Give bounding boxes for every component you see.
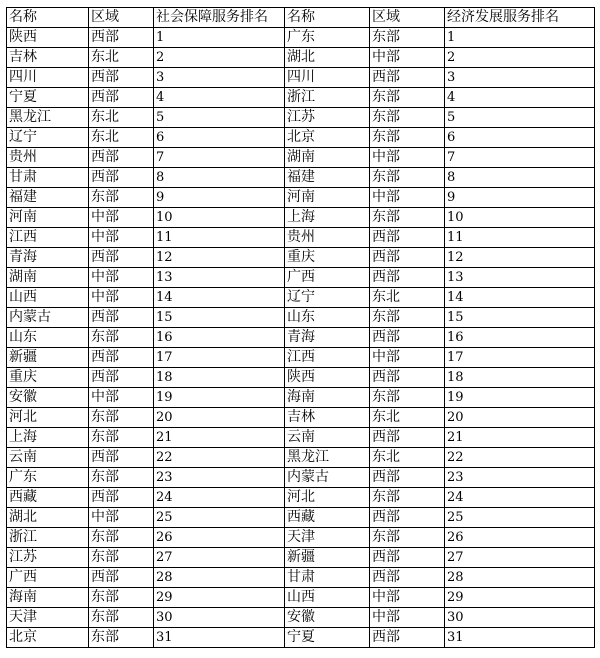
economic-development-rank: 28 bbox=[445, 568, 595, 588]
social-security-rank: 30 bbox=[154, 608, 285, 628]
region-social: 东部 bbox=[89, 328, 154, 348]
province-name-social: 湖南 bbox=[7, 268, 89, 288]
table-row bbox=[7, 588, 595, 608]
social-security-rank: 8 bbox=[154, 168, 285, 188]
province-name-social: 内蒙古 bbox=[7, 308, 89, 328]
province-name-social: 山西 bbox=[7, 288, 89, 308]
economic-development-rank: 7 bbox=[445, 148, 595, 168]
social-security-rank: 26 bbox=[154, 528, 285, 548]
province-name-economic: 吉林 bbox=[285, 408, 370, 428]
table-row bbox=[7, 88, 595, 108]
region-social: 西部 bbox=[89, 148, 154, 168]
region-economic: 中部 bbox=[370, 588, 445, 608]
province-name-social: 海南 bbox=[7, 588, 89, 608]
economic-development-rank: 8 bbox=[445, 168, 595, 188]
table-row bbox=[7, 228, 595, 248]
social-security-rank: 1 bbox=[154, 28, 285, 48]
economic-development-rank: 4 bbox=[445, 88, 595, 108]
province-name-economic: 广西 bbox=[285, 268, 370, 288]
province-name-economic: 云南 bbox=[285, 428, 370, 448]
province-name-social: 湖北 bbox=[7, 508, 89, 528]
economic-development-rank: 10 bbox=[445, 208, 595, 228]
social-security-rank: 11 bbox=[154, 228, 285, 248]
social-security-rank: 14 bbox=[154, 288, 285, 308]
table-row bbox=[7, 288, 595, 308]
social-security-rank: 13 bbox=[154, 268, 285, 288]
province-name-social: 浙江 bbox=[7, 528, 89, 548]
region-social: 西部 bbox=[89, 448, 154, 468]
province-name-social: 青海 bbox=[7, 248, 89, 268]
economic-development-rank: 13 bbox=[445, 268, 595, 288]
province-name-social: 江西 bbox=[7, 228, 89, 248]
table-row bbox=[7, 528, 595, 548]
economic-development-rank: 6 bbox=[445, 128, 595, 148]
table-row bbox=[7, 308, 595, 328]
region-social: 东部 bbox=[89, 628, 154, 648]
economic-development-rank: 3 bbox=[445, 68, 595, 88]
province-name-economic: 安徽 bbox=[285, 608, 370, 628]
region-economic: 西部 bbox=[370, 268, 445, 288]
region-social: 中部 bbox=[89, 288, 154, 308]
social-security-rank: 3 bbox=[154, 68, 285, 88]
region-social: 西部 bbox=[89, 68, 154, 88]
region-social: 中部 bbox=[89, 508, 154, 528]
province-name-economic: 辽宁 bbox=[285, 288, 370, 308]
region-economic: 西部 bbox=[370, 508, 445, 528]
province-name-economic: 河北 bbox=[285, 488, 370, 508]
table-row bbox=[7, 28, 595, 48]
province-name-economic: 西藏 bbox=[285, 508, 370, 528]
table-row bbox=[7, 488, 595, 508]
header-region-social: 区域 bbox=[89, 8, 154, 28]
ranking-table bbox=[6, 7, 595, 648]
social-security-rank: 20 bbox=[154, 408, 285, 428]
region-economic: 东北 bbox=[370, 448, 445, 468]
region-economic: 东部 bbox=[370, 108, 445, 128]
province-name-social: 西藏 bbox=[7, 488, 89, 508]
social-security-rank: 23 bbox=[154, 468, 285, 488]
social-security-rank: 17 bbox=[154, 348, 285, 368]
economic-development-rank: 14 bbox=[445, 288, 595, 308]
province-name-social: 福建 bbox=[7, 188, 89, 208]
province-name-economic: 江西 bbox=[285, 348, 370, 368]
region-economic: 东部 bbox=[370, 208, 445, 228]
economic-development-rank: 16 bbox=[445, 328, 595, 348]
social-security-rank: 15 bbox=[154, 308, 285, 328]
province-name-social: 广西 bbox=[7, 568, 89, 588]
region-economic: 东北 bbox=[370, 288, 445, 308]
social-security-rank: 4 bbox=[154, 88, 285, 108]
social-security-rank: 19 bbox=[154, 388, 285, 408]
region-social: 东部 bbox=[89, 188, 154, 208]
region-social: 西部 bbox=[89, 308, 154, 328]
social-security-rank: 2 bbox=[154, 48, 285, 68]
header-name-economic: 名称 bbox=[285, 8, 370, 28]
social-security-rank: 31 bbox=[154, 628, 285, 648]
region-economic: 中部 bbox=[370, 348, 445, 368]
social-security-rank: 7 bbox=[154, 148, 285, 168]
province-name-economic: 黑龙江 bbox=[285, 448, 370, 468]
region-social: 西部 bbox=[89, 248, 154, 268]
table-row bbox=[7, 428, 595, 448]
region-economic: 东部 bbox=[370, 28, 445, 48]
province-name-social: 吉林 bbox=[7, 48, 89, 68]
province-name-economic: 青海 bbox=[285, 328, 370, 348]
region-social: 中部 bbox=[89, 268, 154, 288]
province-name-social: 山东 bbox=[7, 328, 89, 348]
region-social: 东部 bbox=[89, 548, 154, 568]
region-economic: 东北 bbox=[370, 408, 445, 428]
social-security-rank: 6 bbox=[154, 128, 285, 148]
province-name-economic: 广东 bbox=[285, 28, 370, 48]
region-social: 东部 bbox=[89, 608, 154, 628]
economic-development-rank: 9 bbox=[445, 188, 595, 208]
province-name-economic: 上海 bbox=[285, 208, 370, 228]
table-row bbox=[7, 108, 595, 128]
header-name-social: 名称 bbox=[7, 8, 89, 28]
province-name-economic: 重庆 bbox=[285, 248, 370, 268]
economic-development-rank: 21 bbox=[445, 428, 595, 448]
economic-development-rank: 26 bbox=[445, 528, 595, 548]
province-name-social: 新疆 bbox=[7, 348, 89, 368]
region-economic: 中部 bbox=[370, 48, 445, 68]
province-name-social: 广东 bbox=[7, 468, 89, 488]
region-social: 东部 bbox=[89, 528, 154, 548]
header-economic-development-rank: 经济发展服务排名 bbox=[445, 8, 595, 28]
social-security-rank: 25 bbox=[154, 508, 285, 528]
table-row bbox=[7, 168, 595, 188]
table-row bbox=[7, 128, 595, 148]
social-security-rank: 9 bbox=[154, 188, 285, 208]
table-row bbox=[7, 48, 595, 68]
table-row bbox=[7, 628, 595, 648]
region-economic: 东部 bbox=[370, 128, 445, 148]
province-name-economic: 福建 bbox=[285, 168, 370, 188]
region-economic: 西部 bbox=[370, 568, 445, 588]
economic-development-rank: 18 bbox=[445, 368, 595, 388]
economic-development-rank: 2 bbox=[445, 48, 595, 68]
region-economic: 西部 bbox=[370, 248, 445, 268]
province-name-economic: 江苏 bbox=[285, 108, 370, 128]
region-social: 西部 bbox=[89, 488, 154, 508]
region-social: 西部 bbox=[89, 88, 154, 108]
province-name-economic: 湖南 bbox=[285, 148, 370, 168]
economic-development-rank: 30 bbox=[445, 608, 595, 628]
table-row bbox=[7, 248, 595, 268]
region-social: 东部 bbox=[89, 428, 154, 448]
region-social: 东部 bbox=[89, 588, 154, 608]
economic-development-rank: 24 bbox=[445, 488, 595, 508]
region-economic: 西部 bbox=[370, 368, 445, 388]
province-name-economic: 新疆 bbox=[285, 548, 370, 568]
province-name-economic: 内蒙古 bbox=[285, 468, 370, 488]
table-row bbox=[7, 208, 595, 228]
economic-development-rank: 15 bbox=[445, 308, 595, 328]
region-social: 东北 bbox=[89, 128, 154, 148]
region-social: 东北 bbox=[89, 48, 154, 68]
social-security-rank: 22 bbox=[154, 448, 285, 468]
table-row bbox=[7, 608, 595, 628]
province-name-social: 河北 bbox=[7, 408, 89, 428]
region-economic: 中部 bbox=[370, 608, 445, 628]
province-name-social: 重庆 bbox=[7, 368, 89, 388]
header-region-economic: 区域 bbox=[370, 8, 445, 28]
province-name-economic: 四川 bbox=[285, 68, 370, 88]
province-name-economic: 浙江 bbox=[285, 88, 370, 108]
province-name-social: 辽宁 bbox=[7, 128, 89, 148]
table-header-row bbox=[7, 8, 595, 28]
economic-development-rank: 12 bbox=[445, 248, 595, 268]
header-social-security-rank: 社会保障服务排名 bbox=[154, 8, 285, 28]
province-name-social: 云南 bbox=[7, 448, 89, 468]
table-row bbox=[7, 188, 595, 208]
province-name-social: 江苏 bbox=[7, 548, 89, 568]
table-row bbox=[7, 268, 595, 288]
region-economic: 东部 bbox=[370, 488, 445, 508]
region-economic: 西部 bbox=[370, 68, 445, 88]
economic-development-rank: 17 bbox=[445, 348, 595, 368]
province-name-economic: 贵州 bbox=[285, 228, 370, 248]
region-social: 中部 bbox=[89, 388, 154, 408]
economic-development-rank: 23 bbox=[445, 468, 595, 488]
region-social: 西部 bbox=[89, 28, 154, 48]
province-name-social: 上海 bbox=[7, 428, 89, 448]
region-economic: 西部 bbox=[370, 548, 445, 568]
province-name-social: 黑龙江 bbox=[7, 108, 89, 128]
table-row bbox=[7, 468, 595, 488]
region-social: 中部 bbox=[89, 228, 154, 248]
province-name-social: 河南 bbox=[7, 208, 89, 228]
province-name-social: 天津 bbox=[7, 608, 89, 628]
region-social: 东部 bbox=[89, 408, 154, 428]
economic-development-rank: 27 bbox=[445, 548, 595, 568]
table-row bbox=[7, 368, 595, 388]
table-row bbox=[7, 568, 595, 588]
province-name-social: 贵州 bbox=[7, 148, 89, 168]
social-security-rank: 29 bbox=[154, 588, 285, 608]
economic-development-rank: 29 bbox=[445, 588, 595, 608]
province-name-economic: 山西 bbox=[285, 588, 370, 608]
region-social: 东部 bbox=[89, 468, 154, 488]
social-security-rank: 5 bbox=[154, 108, 285, 128]
province-name-social: 四川 bbox=[7, 68, 89, 88]
ranking-table-body bbox=[7, 8, 595, 648]
region-social: 西部 bbox=[89, 568, 154, 588]
region-economic: 中部 bbox=[370, 188, 445, 208]
province-name-economic: 天津 bbox=[285, 528, 370, 548]
province-name-economic: 陕西 bbox=[285, 368, 370, 388]
province-name-social: 北京 bbox=[7, 628, 89, 648]
economic-development-rank: 20 bbox=[445, 408, 595, 428]
region-social: 西部 bbox=[89, 168, 154, 188]
region-economic: 西部 bbox=[370, 228, 445, 248]
table-row bbox=[7, 328, 595, 348]
region-economic: 东部 bbox=[370, 308, 445, 328]
table-row bbox=[7, 408, 595, 428]
province-name-economic: 山东 bbox=[285, 308, 370, 328]
social-security-rank: 18 bbox=[154, 368, 285, 388]
region-economic: 东部 bbox=[370, 88, 445, 108]
region-economic: 东部 bbox=[370, 168, 445, 188]
economic-development-rank: 22 bbox=[445, 448, 595, 468]
region-social: 中部 bbox=[89, 208, 154, 228]
region-economic: 西部 bbox=[370, 328, 445, 348]
region-social: 西部 bbox=[89, 368, 154, 388]
province-name-economic: 甘肃 bbox=[285, 568, 370, 588]
economic-development-rank: 1 bbox=[445, 28, 595, 48]
economic-development-rank: 19 bbox=[445, 388, 595, 408]
table-row bbox=[7, 68, 595, 88]
economic-development-rank: 5 bbox=[445, 108, 595, 128]
table-row bbox=[7, 508, 595, 528]
social-security-rank: 24 bbox=[154, 488, 285, 508]
region-economic: 西部 bbox=[370, 428, 445, 448]
region-economic: 中部 bbox=[370, 148, 445, 168]
social-security-rank: 27 bbox=[154, 548, 285, 568]
province-name-social: 安徽 bbox=[7, 388, 89, 408]
province-name-social: 陕西 bbox=[7, 28, 89, 48]
province-name-economic: 河南 bbox=[285, 188, 370, 208]
province-name-social: 宁夏 bbox=[7, 88, 89, 108]
table-row bbox=[7, 148, 595, 168]
social-security-rank: 12 bbox=[154, 248, 285, 268]
economic-development-rank: 31 bbox=[445, 628, 595, 648]
table-row bbox=[7, 448, 595, 468]
province-name-economic: 宁夏 bbox=[285, 628, 370, 648]
social-security-rank: 28 bbox=[154, 568, 285, 588]
province-name-social: 甘肃 bbox=[7, 168, 89, 188]
region-social: 西部 bbox=[89, 348, 154, 368]
table-row bbox=[7, 348, 595, 368]
economic-development-rank: 25 bbox=[445, 508, 595, 528]
region-economic: 西部 bbox=[370, 628, 445, 648]
economic-development-rank: 11 bbox=[445, 228, 595, 248]
region-economic: 东部 bbox=[370, 528, 445, 548]
region-social: 东北 bbox=[89, 108, 154, 128]
social-security-rank: 10 bbox=[154, 208, 285, 228]
social-security-rank: 21 bbox=[154, 428, 285, 448]
table-row bbox=[7, 388, 595, 408]
social-security-rank: 16 bbox=[154, 328, 285, 348]
region-economic: 西部 bbox=[370, 468, 445, 488]
region-economic: 东部 bbox=[370, 388, 445, 408]
table-row bbox=[7, 548, 595, 568]
province-name-economic: 海南 bbox=[285, 388, 370, 408]
province-name-economic: 湖北 bbox=[285, 48, 370, 68]
province-name-economic: 北京 bbox=[285, 128, 370, 148]
